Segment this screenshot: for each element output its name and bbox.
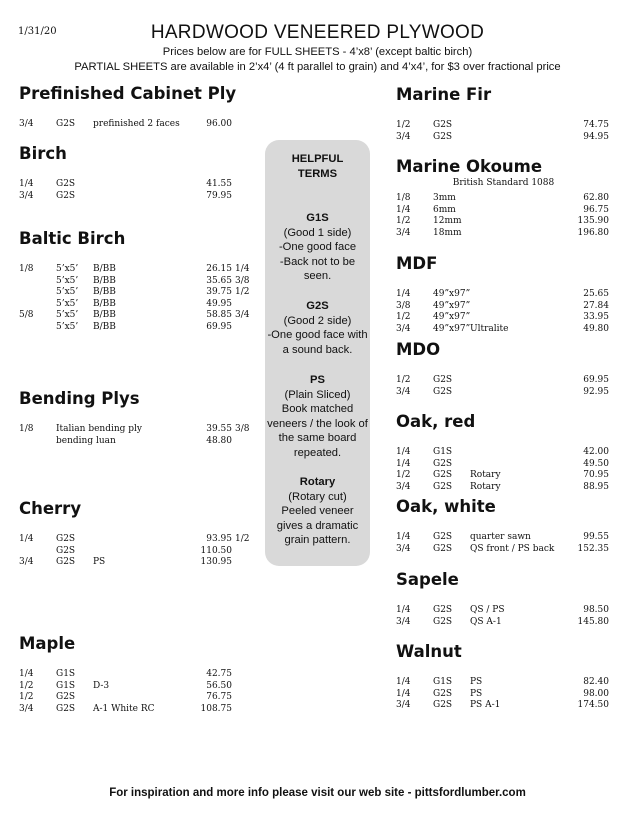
section-oak-red xyxy=(396,412,611,493)
price-row xyxy=(396,375,611,387)
thickness: 3/4 xyxy=(396,616,411,627)
description: QS A-1 xyxy=(470,616,502,627)
section-marine-fir xyxy=(396,85,611,143)
price: 99.55 xyxy=(583,532,609,542)
thickness: 1/2 xyxy=(396,216,411,227)
description: B/BB xyxy=(93,298,116,309)
price-row xyxy=(396,677,611,689)
description: B/BB xyxy=(93,310,116,321)
price-row xyxy=(19,310,259,322)
thickness: 1/4 xyxy=(396,458,411,469)
description: Ultralite xyxy=(470,323,509,334)
price: 39.75 xyxy=(206,287,232,298)
thickness: 1/4 xyxy=(19,179,34,189)
thickness: 1/4 xyxy=(396,289,411,299)
price: 88.95 xyxy=(583,481,609,492)
price: 108.75 xyxy=(200,703,232,714)
grade: G2S xyxy=(433,605,453,615)
price-row xyxy=(19,322,259,334)
description: B/BB xyxy=(93,287,116,298)
section-baltic-birch xyxy=(19,229,259,334)
grade: G2S xyxy=(56,545,76,556)
price: 42.75 xyxy=(206,669,232,679)
term-line: -Back not to be seen. xyxy=(279,255,356,283)
price-rows xyxy=(19,119,259,131)
description: D-3 xyxy=(93,680,110,691)
thickness: 1/4 xyxy=(396,532,411,542)
section-heading: Baltic Birch xyxy=(19,229,126,248)
description: Rotary xyxy=(470,481,501,492)
grade: 5’x5’ xyxy=(56,275,79,286)
thickness: 1/4 xyxy=(396,447,411,457)
description: QS / PS xyxy=(470,605,505,615)
price-row xyxy=(396,301,611,313)
price: 92.95 xyxy=(583,386,609,397)
grade: G1S xyxy=(433,447,453,457)
grade: 49”x97” xyxy=(433,323,471,334)
price: 27.84 xyxy=(583,300,609,311)
price-row xyxy=(19,669,259,681)
price: 69.95 xyxy=(206,321,232,332)
price: 39.55 xyxy=(206,424,232,434)
grade: G2S xyxy=(56,557,76,568)
section-heading: Walnut xyxy=(396,642,462,661)
thickness: 1/2 xyxy=(396,120,411,130)
price-row xyxy=(396,193,611,205)
thickness: 1/8 xyxy=(19,424,34,434)
thickness: 1/8 xyxy=(396,193,411,203)
grade: G2S xyxy=(433,386,453,397)
section-marine-okoume xyxy=(396,157,611,239)
grade: G2S xyxy=(56,190,76,201)
price-row xyxy=(396,120,611,132)
price: 152.35 xyxy=(577,543,609,554)
term-g1s xyxy=(265,211,370,284)
thickness: 1/4 xyxy=(19,669,34,679)
section-heading: Oak, red xyxy=(396,412,476,431)
thickness: 1/4 xyxy=(396,688,411,699)
description: PS xyxy=(470,688,483,699)
grade: G2S xyxy=(433,700,453,711)
grade: G2S xyxy=(56,179,76,189)
section-heading: Oak, white xyxy=(396,497,496,516)
fraction: 3/8 xyxy=(235,275,250,286)
price-row xyxy=(19,704,259,716)
description: PS xyxy=(93,557,106,568)
price-row xyxy=(19,534,259,546)
term-ps xyxy=(265,373,370,461)
thickness: 1/2 xyxy=(19,680,34,691)
fraction: 3/4 xyxy=(235,310,250,321)
term-g2s xyxy=(265,299,370,357)
section-heading: Maple xyxy=(19,634,76,653)
thickness: 1/4 xyxy=(19,534,34,544)
grade: 18mm xyxy=(433,227,462,238)
section-heading: MDO xyxy=(396,340,441,359)
price: 74.75 xyxy=(583,120,609,130)
price-rows xyxy=(396,375,611,398)
thickness: 3/4 xyxy=(396,386,411,397)
grade: 5’x5’ xyxy=(56,321,79,332)
price-row xyxy=(396,132,611,144)
term-name: G1S xyxy=(306,212,329,224)
price-row xyxy=(19,179,259,191)
thickness: 3/4 xyxy=(19,190,34,201)
thickness: 3/4 xyxy=(396,700,411,711)
thickness: 3/4 xyxy=(19,703,34,714)
price: 48.80 xyxy=(206,435,232,446)
subtitle-partial-sheets: PARTIAL SHEETS are available in 2’x4’ (4 ft parallel to grain) and 4’x4’, for $3 over fractional price xyxy=(74,61,561,73)
price-row xyxy=(19,557,259,569)
grade: G2S xyxy=(433,458,453,469)
grade: 5’x5’ xyxy=(56,264,79,274)
fraction: 1/2 xyxy=(235,534,250,544)
thickness: 3/4 xyxy=(19,557,34,568)
grade: G2S xyxy=(433,688,453,699)
price-rows xyxy=(396,532,611,555)
price: 49.80 xyxy=(583,323,609,334)
price-rows xyxy=(396,193,611,239)
description: B/BB xyxy=(93,321,116,332)
price-row xyxy=(396,605,611,617)
price: 135.90 xyxy=(577,216,609,227)
grade: G2S xyxy=(433,375,453,385)
grade: 49”x97” xyxy=(433,289,471,299)
thickness: 1/4 xyxy=(396,605,411,615)
price-rows xyxy=(19,669,259,715)
section-heading: Marine Fir xyxy=(396,85,492,104)
helpful-terms-panel xyxy=(265,140,370,566)
grade: G1S xyxy=(56,680,76,691)
thickness: 3/8 xyxy=(396,300,411,311)
price: 96.75 xyxy=(583,204,609,215)
term-line: (Plain Sliced) xyxy=(284,388,351,401)
date: 1/31/20 xyxy=(18,26,57,37)
section-note: British Standard 1088 xyxy=(452,178,555,188)
price-row xyxy=(396,482,611,494)
grade: G2S xyxy=(433,532,453,542)
term-line: (Good 1 side) xyxy=(283,226,352,239)
price: 96.00 xyxy=(206,119,232,129)
price-row xyxy=(396,216,611,228)
price-row xyxy=(19,692,259,704)
price-row xyxy=(19,264,259,276)
thickness: 3/4 xyxy=(396,227,411,238)
section-sapele xyxy=(396,570,611,628)
thickness: 1/2 xyxy=(396,470,411,481)
price-row xyxy=(19,119,259,131)
price-row xyxy=(396,324,611,336)
price: 79.95 xyxy=(206,190,232,201)
price-row xyxy=(19,191,259,203)
term-name: PS xyxy=(310,374,325,386)
price: 130.95 xyxy=(200,557,232,568)
price: 76.75 xyxy=(206,692,232,703)
price-row xyxy=(396,289,611,301)
grade: 5’x5’ xyxy=(56,287,79,298)
grade: G2S xyxy=(433,616,453,627)
section-prefinished-cabinet-ply xyxy=(19,84,259,131)
price-row xyxy=(19,546,259,558)
section-heading: Cherry xyxy=(19,499,82,518)
price: 42.00 xyxy=(583,447,609,457)
subtitle-full-sheets: Prices below are for FULL SHEETS - 4’x8’ (except baltic birch) xyxy=(162,46,473,58)
section-heading: Marine Okoume xyxy=(396,157,543,176)
price-row xyxy=(396,387,611,399)
price-rows xyxy=(396,447,611,493)
price: 41.55 xyxy=(206,179,232,189)
term-name: G2S xyxy=(306,300,329,312)
price-row xyxy=(396,470,611,482)
thickness: 1/4 xyxy=(396,677,411,687)
term-line: -One good face xyxy=(278,241,357,254)
grade: G2S xyxy=(56,534,76,544)
thickness: 1/2 xyxy=(396,312,411,323)
grade: 49”x97” xyxy=(433,300,471,311)
price: 145.80 xyxy=(577,616,609,627)
thickness: 1/8 xyxy=(19,264,34,274)
description: PS A-1 xyxy=(470,700,501,711)
price-row xyxy=(396,689,611,701)
description: quarter sawn xyxy=(470,532,531,542)
term-rotary xyxy=(265,475,370,548)
section-birch xyxy=(19,144,259,202)
description: prefinished 2 faces xyxy=(93,119,180,129)
thickness: 3/4 xyxy=(396,323,411,334)
grade: G2S xyxy=(433,470,453,481)
grade: G1S xyxy=(433,677,453,687)
thickness: 1/2 xyxy=(19,692,34,703)
grade: bending luan xyxy=(56,435,116,446)
fraction: 1/4 xyxy=(235,264,250,274)
thickness: 3/4 xyxy=(396,131,411,142)
description: Rotary xyxy=(470,470,501,481)
price-row xyxy=(19,276,259,288)
price-rows xyxy=(19,179,259,202)
thickness: 3/4 xyxy=(19,119,34,129)
description: B/BB xyxy=(93,275,116,286)
grade: 6mm xyxy=(433,204,456,215)
grade: G2S xyxy=(56,119,76,129)
price-rows xyxy=(396,677,611,712)
fraction: 1/2 xyxy=(235,287,250,298)
section-heading: Bending Plys xyxy=(19,389,140,408)
price-row xyxy=(19,299,259,311)
section-heading: Sapele xyxy=(396,570,459,589)
term-name: Rotary xyxy=(299,476,336,488)
price: 94.95 xyxy=(583,131,609,142)
term-line: -One good face with a sound back. xyxy=(267,329,368,356)
grade: G2S xyxy=(433,131,453,142)
price-row xyxy=(19,681,259,693)
grade: G2S xyxy=(433,481,453,492)
grade: G1S xyxy=(56,669,76,679)
section-mdo xyxy=(396,340,611,398)
term-line: Book matched veneers / the look of the same board repeated. xyxy=(267,403,368,459)
price-row xyxy=(396,700,611,712)
grade: 3mm xyxy=(433,193,456,203)
price-row xyxy=(19,424,259,436)
section-cherry xyxy=(19,499,259,569)
price: 58.85 xyxy=(206,310,232,321)
price: 56.50 xyxy=(206,680,232,691)
price: 110.50 xyxy=(200,545,232,556)
grade: 49”x97” xyxy=(433,312,471,323)
price: 69.95 xyxy=(583,375,609,385)
grade: G2S xyxy=(56,703,76,714)
page-title: HARDWOOD VENEERED PLYWOOD xyxy=(150,22,485,43)
price-row xyxy=(19,436,259,448)
price-rows xyxy=(19,424,259,447)
section-heading: Birch xyxy=(19,144,67,163)
price: 174.50 xyxy=(577,700,609,711)
section-maple xyxy=(19,634,259,715)
price-rows xyxy=(396,120,611,143)
price: 25.65 xyxy=(583,289,609,299)
grade: 12mm xyxy=(433,216,462,227)
price-row xyxy=(396,459,611,471)
price: 33.95 xyxy=(583,312,609,323)
section-heading: MDF xyxy=(396,254,438,273)
thickness: 1/4 xyxy=(396,204,411,215)
thickness: 5/8 xyxy=(19,310,34,321)
term-line: (Good 2 side) xyxy=(283,314,352,327)
price: 35.65 xyxy=(206,275,232,286)
price-rows xyxy=(19,534,259,569)
grade: 5’x5’ xyxy=(56,310,79,321)
description: QS front / PS back xyxy=(470,543,555,554)
section-walnut xyxy=(396,642,611,712)
price-row xyxy=(396,544,611,556)
helpful-terms-title: HELPFUL TERMS xyxy=(291,153,344,180)
price-rows xyxy=(19,264,259,334)
price: 62.80 xyxy=(583,193,609,203)
price: 93.95 xyxy=(206,534,232,544)
price: 49.50 xyxy=(583,458,609,469)
fraction: 3/8 xyxy=(235,424,250,434)
price-row xyxy=(396,532,611,544)
description: B/BB xyxy=(93,264,116,274)
grade: G2S xyxy=(56,692,76,703)
section-bending-plys xyxy=(19,389,259,447)
price-rows xyxy=(396,289,611,335)
grade: G2S xyxy=(433,120,453,130)
price: 98.50 xyxy=(583,605,609,615)
price-row xyxy=(396,447,611,459)
section-oak-white xyxy=(396,497,611,555)
term-line: Peeled veneer gives a dramatic grain pattern. xyxy=(276,505,359,547)
thickness: 1/2 xyxy=(396,375,411,385)
grade: Italian bending ply xyxy=(56,424,142,434)
price-rows xyxy=(396,605,611,628)
thickness: 3/4 xyxy=(396,481,411,492)
footer-website: For inspiration and more info please visit our web site - pittsfordlumber.com xyxy=(109,787,526,799)
price-row xyxy=(396,228,611,240)
term-line: (Rotary cut) xyxy=(288,490,347,503)
price-row xyxy=(19,287,259,299)
description: A-1 White RC xyxy=(93,703,155,714)
grade: G2S xyxy=(433,543,453,554)
section-mdf xyxy=(396,254,611,335)
price-row xyxy=(396,312,611,324)
price: 49.95 xyxy=(206,298,232,309)
price: 82.40 xyxy=(583,677,609,687)
price: 98.00 xyxy=(583,688,609,699)
price-row xyxy=(396,205,611,217)
thickness: 3/4 xyxy=(396,543,411,554)
description: PS xyxy=(470,677,483,687)
price: 70.95 xyxy=(583,470,609,481)
section-heading: Prefinished Cabinet Ply xyxy=(19,84,237,103)
grade: 5’x5’ xyxy=(56,298,79,309)
price-row xyxy=(396,617,611,629)
price: 26.15 xyxy=(206,264,232,274)
price: 196.80 xyxy=(577,227,609,238)
